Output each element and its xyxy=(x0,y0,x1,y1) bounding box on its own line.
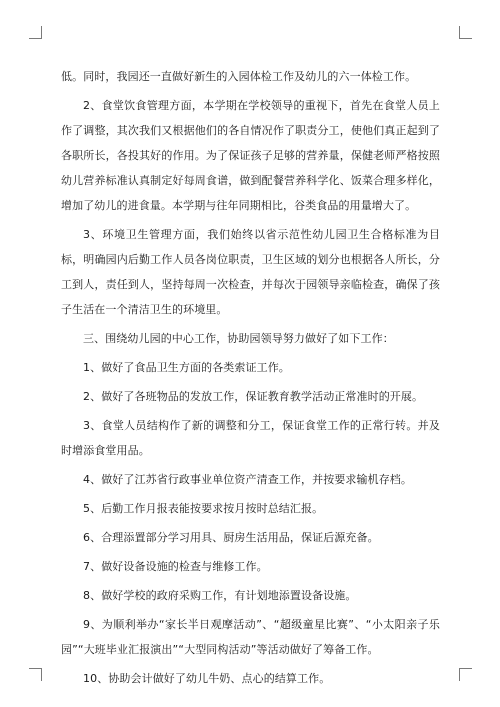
paragraph-environment-hygiene: 3、环境卫生管理方面，我们始终以省示范性幼儿园卫生合格标准为目标，明确园内后勤工作人员各岗位职责，卫生区域的划分也根据各人所长，分工到人，责任到人，坚持每周一次检查，并每次于园领导亲临检查，确保了孩子生活在一个清洁卫生的环境里。 xyxy=(61,228,440,316)
list-item: 2、做好了各班物品的发放工作，保证教育教学活动正常准时的开展。 xyxy=(83,390,424,403)
section-heading-three: 三、围绕幼儿园的中心工作，协助园领导努力做好了如下工作： xyxy=(83,332,394,345)
paragraph-canteen-management: 2、食堂饮食管理方面，本学期在学校领导的重视下，首先在食堂人员上作了调整，其次我们又根据他们的各自情况作了职责分工，使他们真正起到了各职所长，各投其好的作用。为了保证孩子足够的营养量，保健老师严格按照幼儿营养标准认真制定好每周食谱，做到配餐营养科学化、饭菜合理多样化，增加了幼儿的进食量。本学期与往年同期相比，谷类食品的用量增大了。 xyxy=(61,99,440,212)
list-item: 8、做好学校的政府采购工作，有计划地添置设备设施。 xyxy=(83,589,357,602)
list-item: 4、做好了江苏省行政事业单位资产清查工作，并按要求输机存档。 xyxy=(83,473,412,486)
crop-mark-bottom-right xyxy=(459,668,472,681)
crop-mark-top-left xyxy=(29,26,42,39)
paragraph-continuation: 低。同时，我园还一直做好新生的入园体检工作及幼儿的六一体检工作。 xyxy=(61,70,417,83)
list-item: 7、做好设备设施的检查与维修工作。 xyxy=(83,560,268,573)
list-item: 10、协助会计做好了幼儿牛奶、点心的结算工作。 xyxy=(83,672,331,685)
list-item: 1、做好了食品卫生方面的各类索证工作。 xyxy=(83,361,290,374)
list-item: 9、为顺利举办“家长半日观摩活动”、“超级童星比赛”、“小太阳亲子乐园”“大班毕业汇报演出”“大型同构活动”等活动做好了筹备工作。 xyxy=(61,618,440,656)
crop-mark-bottom-left xyxy=(29,668,42,681)
document-body xyxy=(61,64,440,695)
list-item: 3、食堂人员结构作了新的调整和分工，保证食堂工作的正常行转。并及时增添食堂用品。 xyxy=(61,419,440,457)
list-item: 5、后勤工作月报表能按要求按月按时总结汇报。 xyxy=(83,502,324,515)
list-item: 6、合理添置部分学习用具、厨房生活用品，保证后源充备。 xyxy=(83,531,379,544)
crop-mark-top-right xyxy=(459,26,472,39)
